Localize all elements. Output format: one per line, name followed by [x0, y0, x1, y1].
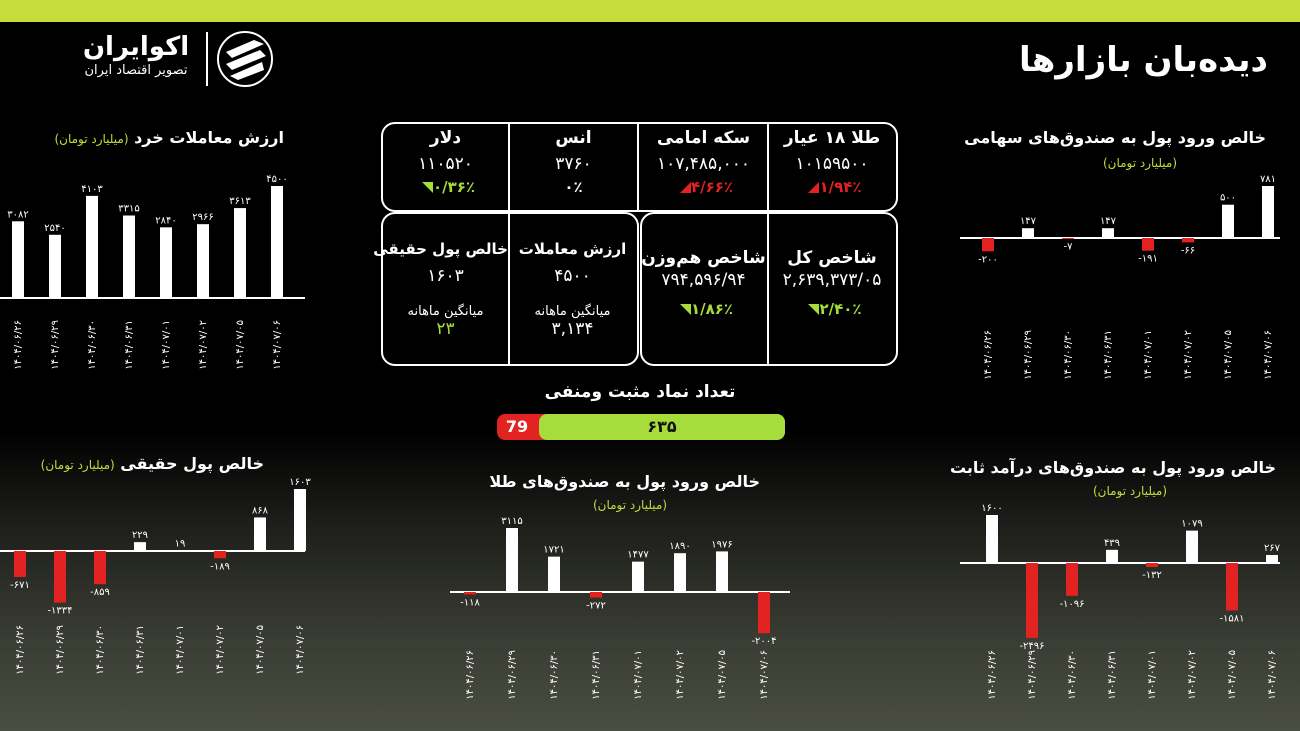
chart-tick-label: ۱۴۰۴/۰۶/۲۶ — [983, 330, 994, 380]
chart-bar — [1146, 563, 1158, 567]
chart-tick-label: ۱۴۰۴/۰۶/۳۱ — [591, 650, 602, 700]
chart-value-label: ۲۵۴۰ — [44, 222, 66, 234]
chart-tick-label: ۱۴۰۴/۰۷/۰۶ — [295, 625, 306, 675]
equal-index-value: ۷۹۴,۵۹۶/۹۴ — [661, 270, 746, 290]
chart-value-label: -۱۳۳۴ — [47, 605, 73, 617]
chart-tick-label: ۱۴۰۴/۰۷/۰۱ — [1143, 330, 1154, 380]
equal-index-cell — [640, 248, 767, 318]
trade-avg-label: میانگین ماهانه — [534, 304, 611, 319]
chart-bar — [1022, 228, 1034, 238]
chart-bar — [590, 592, 602, 598]
chart-tick-label: ۱۴۰۴/۰۶/۳۰ — [549, 650, 560, 700]
coin-change: ۴/۶۶٪ — [690, 178, 734, 196]
chart-bar — [123, 215, 135, 298]
arrow-down-icon — [808, 182, 819, 193]
price-divider-1 — [767, 124, 769, 210]
ounce-value: ۳۷۶۰ — [555, 154, 592, 174]
chart-bar — [86, 196, 98, 298]
gold-funds-chart — [450, 510, 820, 715]
chart-value-label: ۱۶۰۳ — [289, 477, 311, 488]
logo — [68, 30, 278, 90]
equity-chart-title: خالص ورود پول به صندوق‌های سهامی — [964, 128, 1266, 147]
chart-tick-label: ۱۴۰۴/۰۶/۲۹ — [50, 320, 61, 370]
chart-tick-label: ۱۴۰۴/۰۶/۳۱ — [1103, 330, 1114, 380]
symbols-positive: ۶۳۵ — [539, 414, 785, 440]
chart-value-label: ۲۶۷ — [1263, 542, 1281, 554]
chart-tick-label: ۱۴۰۴/۰۷/۰۶ — [1263, 330, 1274, 380]
price-divider-2 — [637, 124, 639, 210]
chart-bar — [49, 235, 61, 298]
total-index-change: ۲/۴۰٪ — [819, 300, 862, 318]
chart-tick-label: ۱۴۰۴/۰۷/۰۶ — [1267, 650, 1278, 700]
realmoney-chart-unit: (میلیارد تومان) — [40, 458, 115, 472]
chart-value-label: -۲۰۰۴ — [751, 636, 777, 648]
realmoney-chart-title — [41, 454, 264, 473]
chart-bar — [160, 227, 172, 298]
chart-tick-label: ۱۴۰۴/۰۷/۰۱ — [161, 320, 172, 370]
dollar-value: ۱۱۰۵۲۰ — [418, 154, 473, 174]
chart-value-label: ۳۰۸۲ — [7, 209, 29, 221]
chart-value-label: ۷۸۱ — [1259, 174, 1277, 185]
total-index-name: شاخص کل — [787, 248, 877, 268]
chart-value-label: -۱۵۸۱ — [1219, 613, 1245, 625]
chart-bar — [982, 238, 994, 251]
chart-value-label: ۳۱۱۵ — [501, 516, 523, 527]
retail-trade-chart — [0, 160, 330, 390]
chart-tick-label: ۱۴۰۴/۰۶/۳۱ — [1107, 650, 1118, 700]
trade-value-cell — [510, 240, 635, 339]
chart-bar — [1226, 563, 1238, 610]
chart-value-label: ۴۱۰۳ — [81, 183, 103, 195]
retail-chart-unit: (میلیارد تومان) — [54, 132, 129, 146]
ounce-cell — [510, 128, 637, 196]
dollar-cell — [383, 128, 508, 196]
chart-value-label: -۲۴۹۶ — [1019, 640, 1045, 652]
chart-value-label: ۵۰۰ — [1219, 192, 1237, 204]
index-divider — [767, 214, 769, 364]
realmoney-avg-value: ۲۳ — [436, 319, 455, 339]
chart-value-label: -۲۰۰ — [978, 254, 998, 266]
chart-value-label: ۱۴۷ — [1019, 216, 1037, 228]
chart-tick-label: ۱۴۰۴/۰۶/۳۱ — [135, 625, 146, 675]
chart-bar — [1066, 563, 1078, 596]
chart-bar — [197, 224, 209, 298]
chart-value-label: ۳۶۱۳ — [229, 196, 251, 208]
chart-bar — [1106, 550, 1118, 563]
chart-tick-label: ۱۴۰۴/۰۶/۳۰ — [87, 320, 98, 370]
chart-value-label: -۱۹۱ — [1138, 253, 1158, 265]
chart-tick-label: ۱۴۰۴/۰۷/۰۱ — [1147, 650, 1158, 700]
trade-value: ۴۵۰۰ — [554, 266, 591, 286]
chart-bar — [12, 221, 24, 298]
equity-chart-unit: (میلیارد تومان) — [1102, 156, 1178, 170]
chart-tick-label: ۱۴۰۴/۰۶/۳۰ — [1067, 650, 1078, 700]
dollar-change: ۰/۳۶٪ — [432, 178, 476, 196]
chart-bar — [94, 551, 106, 584]
chart-bar — [674, 553, 686, 592]
chart-value-label: ۱۹ — [174, 538, 186, 550]
realmoney-avg-label: میانگین ماهانه — [407, 304, 484, 319]
arrow-down-icon — [680, 182, 691, 193]
chart-tick-label: ۱۴۰۴/۰۶/۲۶ — [15, 625, 26, 675]
chart-bar — [234, 208, 246, 298]
chart-tick-label: ۱۴۰۴/۰۷/۰۵ — [235, 320, 246, 370]
gold-chart-title: خالص ورود پول به صندوق‌های طلا — [489, 472, 760, 491]
chart-value-label: -۸۵۹ — [90, 587, 110, 599]
chart-value-label: ۲۸۴۰ — [155, 215, 177, 227]
chart-bar — [1222, 205, 1234, 238]
chart-tick-label: ۱۴۰۴/۰۷/۰۲ — [1187, 650, 1198, 700]
chart-value-label: ۱۴۷۷ — [627, 549, 649, 561]
logo-divider — [206, 32, 208, 86]
chart-value-label: ۱۰۷۹ — [1181, 518, 1203, 530]
chart-tick-label: ۱۴۰۴/۰۶/۲۶ — [465, 650, 476, 700]
total-index-value: ۲,۶۳۹,۳۷۳/۰۵ — [782, 270, 882, 290]
chart-bar — [1026, 563, 1038, 638]
chart-tick-label: ۱۴۰۴/۰۷/۰۲ — [675, 650, 686, 700]
chart-bar — [1186, 531, 1198, 563]
chart-value-label: ۱۸۹۰ — [669, 541, 691, 553]
chart-value-label: ۴۵۰۰ — [266, 174, 288, 185]
realmoney-chart-title-text: خالص پول حقیقی — [120, 454, 264, 473]
arrow-up-icon — [808, 304, 819, 315]
gold-chart-unit: (میلیارد تومان) — [592, 498, 668, 512]
chart-bar — [271, 186, 283, 298]
fixed-chart-title: خالص ورود پول به صندوق‌های درآمد ثابت — [949, 458, 1276, 477]
chart-value-label: -۱۰۹۶ — [1059, 598, 1085, 610]
chart-value-label: ۱۴۷ — [1099, 216, 1117, 228]
chart-tick-label: ۱۴۰۴/۰۷/۰۵ — [717, 650, 728, 700]
symbols-negative: 79 — [505, 417, 529, 436]
chart-bar — [254, 517, 266, 551]
chart-bar — [1142, 238, 1154, 251]
trade-name: ارزش معاملات — [518, 240, 627, 258]
chart-value-label: -۷ — [1063, 241, 1073, 253]
chart-bar — [1182, 238, 1194, 242]
chart-bar — [716, 551, 728, 592]
chart-value-label: ۸۶۸ — [251, 505, 269, 517]
realmoney-name: خالص پول حقیقی — [373, 240, 508, 258]
chart-value-label: ۳۳۱۵ — [118, 203, 140, 215]
chart-value-label: ۱۶۰۰ — [981, 503, 1003, 514]
coin-value: ۱۰۷,۴۸۵,۰۰۰ — [657, 154, 750, 174]
gold18-value: ۱۰۱۵۹۵۰۰ — [795, 154, 869, 174]
chart-bar — [214, 551, 226, 558]
chart-value-label: ۱۷۲۱ — [543, 544, 565, 556]
chart-bar — [758, 592, 770, 633]
chart-value-label: -۶۷۱ — [10, 579, 30, 591]
equity-funds-chart — [960, 170, 1290, 390]
symbols-count-bar — [497, 414, 785, 440]
chart-tick-label: ۱۴۰۴/۰۷/۰۵ — [1223, 330, 1234, 380]
chart-bar — [464, 592, 476, 594]
chart-value-label: -۱۱۸ — [460, 597, 480, 609]
chart-tick-label: ۱۴۰۴/۰۶/۳۱ — [124, 320, 135, 370]
chart-tick-label: ۱۴۰۴/۰۷/۰۵ — [255, 625, 266, 675]
logo-name: اکوایران — [82, 32, 190, 62]
chart-bar — [548, 557, 560, 592]
chart-value-label: -۱۸۹ — [210, 561, 230, 573]
gold18-cell — [770, 128, 894, 196]
chart-value-label: -۲۷۲ — [586, 600, 606, 612]
chart-bar — [632, 562, 644, 592]
trade-avg-value: ۳,۱۳۴ — [551, 319, 594, 339]
chart-tick-label: ۱۴۰۴/۰۷/۰۲ — [1183, 330, 1194, 380]
real-money-chart — [0, 475, 330, 705]
gold18-change: ۱/۹۴٪ — [819, 178, 862, 196]
equal-index-name: شاخص هم‌وزن — [641, 248, 766, 268]
chart-bar — [1102, 228, 1114, 238]
chart-tick-label: ۱۴۰۴/۰۶/۳۰ — [95, 625, 106, 675]
chart-tick-label: ۱۴۰۴/۰۶/۲۶ — [13, 320, 24, 370]
chart-tick-label: ۱۴۰۴/۰۷/۰۲ — [215, 625, 226, 675]
chart-tick-label: ۱۴۰۴/۰۷/۰۲ — [198, 320, 209, 370]
chart-bar — [1062, 238, 1074, 239]
chart-value-label: -۱۳۲ — [1142, 569, 1162, 581]
chart-tick-label: ۱۴۰۴/۰۶/۲۶ — [987, 650, 998, 700]
chart-tick-label: ۱۴۰۴/۰۷/۰۵ — [1227, 650, 1238, 700]
logo-tagline: تصویر اقتصاد ایران — [84, 63, 188, 78]
page-title: دیده‌بان بازارها — [1019, 40, 1268, 80]
chart-bar — [506, 528, 518, 592]
chart-value-label: ۴۳۹ — [1103, 537, 1121, 549]
total-index-cell — [770, 248, 894, 318]
dollar-name: دلار — [429, 128, 462, 148]
chart-tick-label: ۱۴۰۴/۰۶/۲۹ — [55, 625, 66, 675]
chart-tick-label: ۱۴۰۴/۰۷/۰۱ — [175, 625, 186, 675]
chart-bar — [1262, 186, 1274, 238]
chart-bar — [1266, 555, 1278, 563]
realmoney-value: ۱۶۰۳ — [427, 266, 464, 286]
retail-chart-title-text: ارزش معاملات خرد — [134, 128, 284, 147]
chart-tick-label: ۱۴۰۴/۰۶/۲۹ — [507, 650, 518, 700]
arrow-up-icon — [680, 304, 691, 315]
realmoney-cell — [373, 240, 508, 339]
chart-bar — [986, 515, 998, 563]
logo-mark-icon — [216, 30, 274, 88]
fixed-chart-unit: (میلیارد تومان) — [1092, 484, 1168, 498]
chart-value-label: ۱۹۷۶ — [711, 539, 733, 551]
chart-bar — [14, 551, 26, 577]
chart-tick-label: ۱۴۰۴/۰۷/۰۶ — [272, 320, 283, 370]
fixed-income-chart — [960, 500, 1290, 715]
chart-bar — [294, 489, 306, 551]
ounce-change: ۰٪ — [564, 178, 583, 196]
coin-cell — [640, 128, 767, 196]
chart-tick-label: ۱۴۰۴/۰۶/۲۹ — [1027, 650, 1038, 700]
chart-value-label: ۲۹۶۶ — [192, 212, 214, 224]
gold18-name: طلا ۱۸ عیار — [783, 128, 881, 148]
arrow-up-icon — [422, 182, 433, 193]
coin-name: سکه امامی — [656, 128, 751, 148]
symbols-count-title: تعداد نماد مثبت ومنفی — [544, 382, 736, 402]
chart-value-label: ۲۲۹ — [131, 530, 149, 542]
chart-bar — [134, 542, 146, 551]
ounce-name: انس — [555, 128, 592, 148]
chart-tick-label: ۱۴۰۴/۰۶/۳۰ — [1063, 330, 1074, 380]
chart-tick-label: ۱۴۰۴/۰۷/۰۶ — [759, 650, 770, 700]
equal-index-change: ۱/۸۶٪ — [690, 300, 734, 318]
retail-chart-title — [54, 128, 284, 147]
top-accent-bar — [0, 0, 1300, 22]
chart-bar — [54, 551, 66, 603]
chart-value-label: -۶۶ — [1180, 245, 1196, 257]
chart-tick-label: ۱۴۰۴/۰۶/۲۹ — [1023, 330, 1034, 380]
chart-bar — [174, 550, 186, 551]
chart-tick-label: ۱۴۰۴/۰۷/۰۱ — [633, 650, 644, 700]
